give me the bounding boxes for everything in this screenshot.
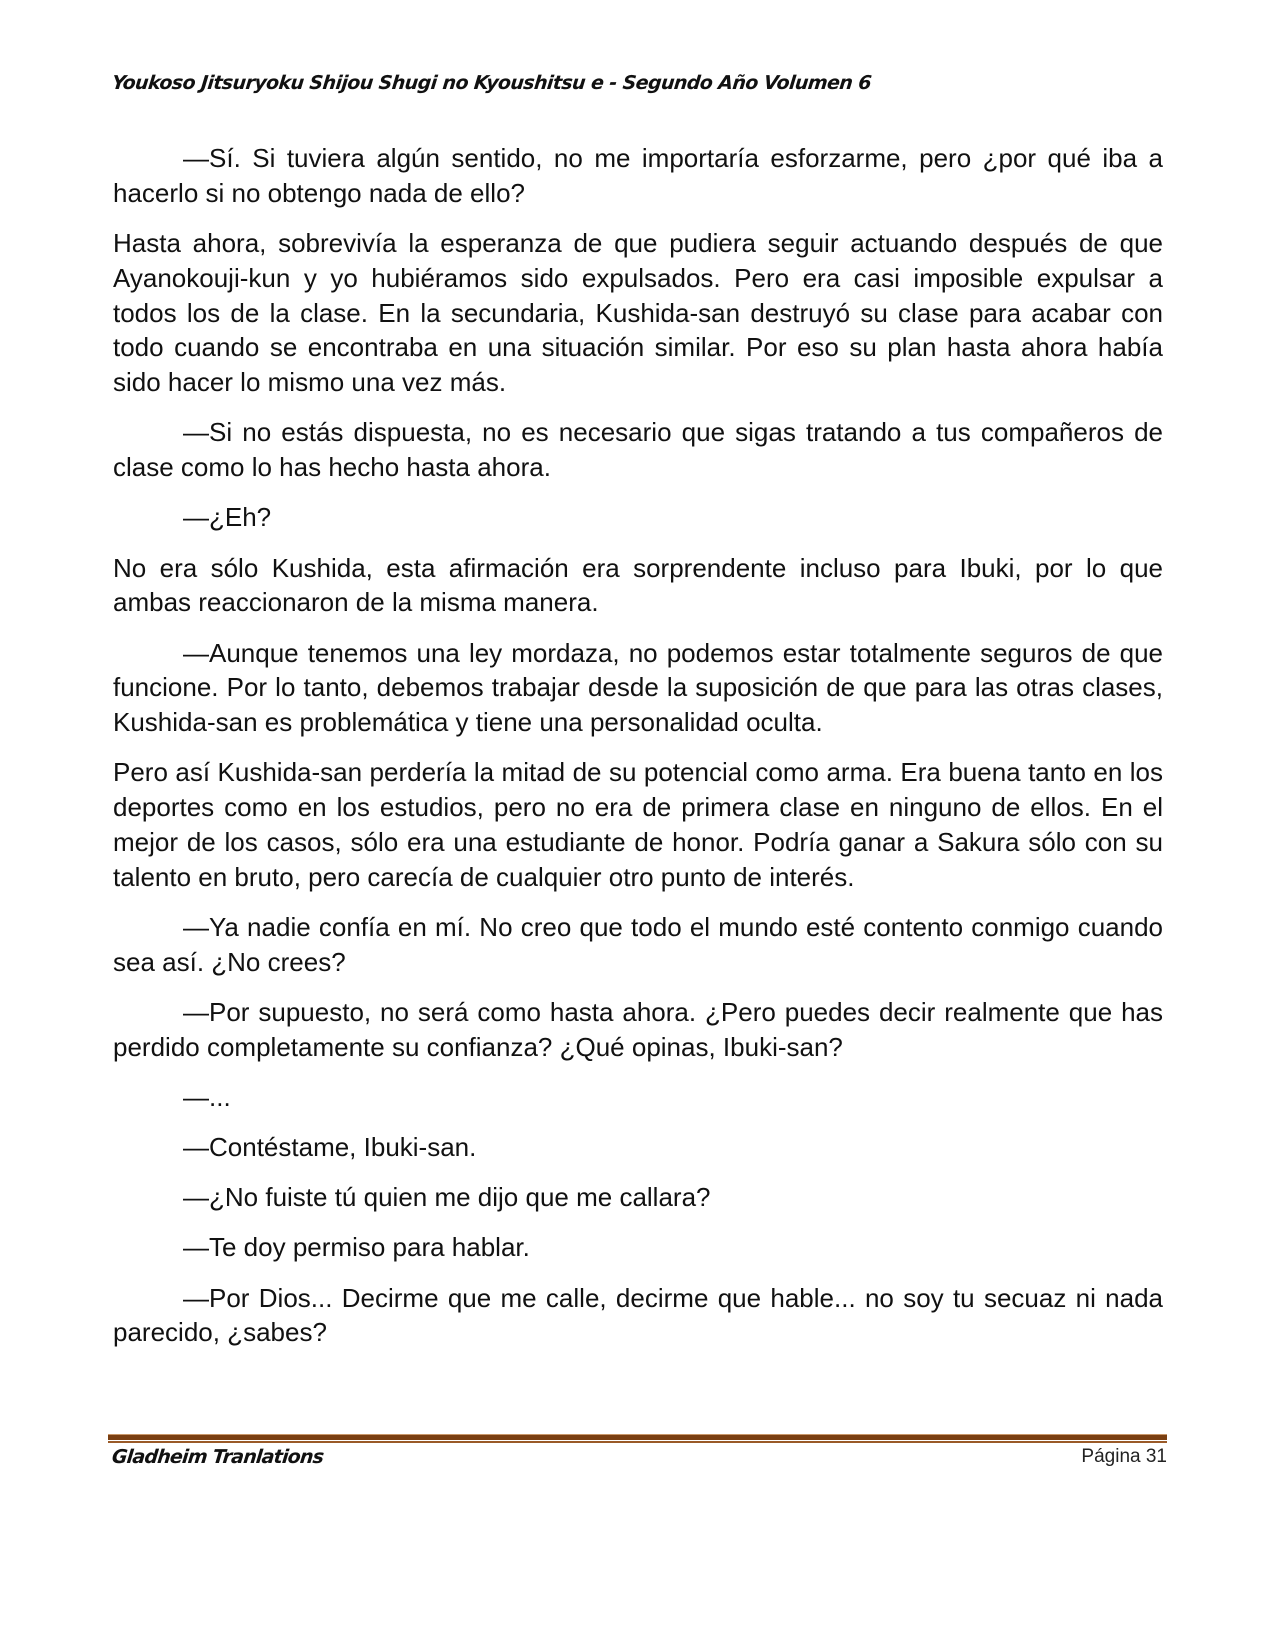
body-text [113,141,1163,1366]
page-number: Página 31 [1081,1446,1167,1467]
paragraph-dialogue: —Por supuesto, no será como hasta ahora. ¿Pero puedes decir realmente que has perdido completamente su confianza? ¿Qué opinas, Ibuki-san? [113,996,1163,1062]
paragraph-narration: No era sólo Kushida, esta afirmación era sorprendente incluso para Ibuki, por lo que ambas reaccionaron de la misma manera. [113,552,1163,618]
footer-divider-bottom-line [108,1441,1167,1443]
paragraph-narration: Pero así Kushida-san perdería la mitad de su potencial como arma. Era buena tanto en los deportes como en los estudios, pero no era de primera clase en ninguno de ellos. En el mejor de los casos, sólo era una estudiante de honor. Podría ganar a Sakura sólo con su talento en bruto, pero carecía de cualquier otro punto de interés. [113,757,1163,892]
paragraph-dialogue: —¿No fuiste tú quien me dijo que me callara? [183,1182,711,1213]
paragraph-dialogue: —Sí. Si tuviera algún sentido, no me importaría esforzarme, pero ¿por qué iba a hacerlo si no obtengo nada de ello? [113,143,1163,208]
paragraph-dialogue: —Te doy permiso para hablar. [183,1232,530,1263]
footer-divider-main-line [108,1435,1167,1440]
paragraph-dialogue: —... [183,1081,231,1112]
paragraph-dialogue: —Si no estás dispuesta, no es necesario que sigas tratando a tus compañeros de clase como lo has hecho hasta ahora. [113,417,1163,483]
footer-divider [108,1434,1167,1442]
paragraph-dialogue: —Aunque tenemos una ley mordaza, no podemos estar totalmente seguros de que funcione. Por lo tanto, debemos trabajar desde la suposición de que para las otras clases, Kushida-san es problemática y tiene una personalidad oculta. [113,637,1163,738]
paragraph-dialogue: —¿Eh? [183,502,272,533]
paragraph-dialogue: —Contéstame, Ibuki-san. [183,1132,477,1163]
header-title: Youkoso Jitsuryoku Shijou Shugi no Kyoushitsu e - Segundo Año Volumen 6 [110,72,873,94]
paragraph-narration: Hasta ahora, sobrevivía la esperanza de que pudiera seguir actuando después de que Ayanokouji-kun y yo hubiéramos sido expulsados. Pero era casi imposible expulsar a todos los de la clase. En la secundaria, Kushida-san destruyó su clase para acabar con todo cuando se encontraba en una situación similar. Por eso su plan hasta ahora había sido hacer lo mismo una vez más. [113,227,1163,398]
paragraph-dialogue: —Ya nadie confía en mí. No creo que todo el mundo esté contento conmigo cuando sea así. ¿No crees? [113,911,1163,977]
paragraph-dialogue: —Por Dios... Decirme que me calle, decirme que hable... no soy tu secuaz ni nada parecido, ¿sabes? [113,1282,1163,1348]
footer-credit: Gladheim Tranlations [110,1446,325,1468]
